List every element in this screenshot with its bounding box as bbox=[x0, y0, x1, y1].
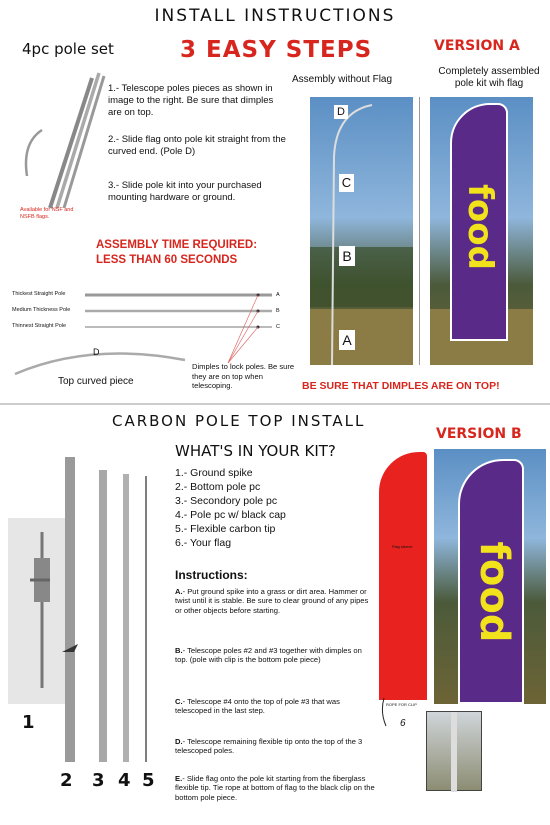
instruction-a: A.- Put ground spike into a grass or dirt area. Hammer or twist until it is stable. Be sure to clear ground of any pipes or other objects before starting. bbox=[175, 587, 369, 615]
kit-item-5: 5.- Flexible carbon tip bbox=[175, 523, 276, 535]
pole-number-3: 3 bbox=[92, 770, 105, 791]
completely-assembled-label: Completely assembled pole kit wih flag bbox=[438, 66, 540, 89]
pole-label-medium: Medium Thickness Pole bbox=[12, 307, 71, 313]
pole-letter-b: B bbox=[276, 308, 280, 314]
flag-word-a: food bbox=[460, 184, 500, 270]
instruction-c: C.- Telescope #4 onto the top of pole #3 that was telescoped in the last step. bbox=[175, 697, 340, 716]
install-instructions-title: INSTALL INSTRUCTIONS bbox=[154, 6, 396, 26]
carbon-pole-title: CARBON POLE TOP INSTALL bbox=[112, 412, 366, 430]
step-2: 2.- Slide flag onto pole kit straight from the curved end. (Pole D) bbox=[108, 134, 286, 157]
version-b-flag-photo bbox=[434, 449, 546, 704]
flag-word-b: food bbox=[471, 541, 517, 643]
kit-heading: WHAT'S IN YOUR KIT? bbox=[175, 442, 336, 460]
red-flag-image bbox=[379, 452, 427, 700]
pole-set-illustration bbox=[12, 58, 112, 218]
assembly-without-flag-label: Assembly without Flag bbox=[292, 74, 393, 85]
pole-letter-c: C bbox=[276, 324, 280, 330]
spike-number: 1 bbox=[22, 712, 35, 733]
step-1: 1.- Telescope poles pieces as shown in image to the right. Be sure that dimples are on top. bbox=[108, 83, 274, 118]
pole-number-4: 4 bbox=[118, 770, 131, 791]
kit-item-6: 6.- Your flag bbox=[175, 537, 232, 549]
photo-letter-d: D bbox=[334, 105, 348, 119]
assembly-time-line2: LESS THAN 60 SECONDS bbox=[96, 254, 238, 266]
version-b-label: VERSION B bbox=[436, 426, 522, 442]
section-divider bbox=[0, 403, 550, 405]
step-3: 3.- Slide pole kit into your purchased mounting hardware or ground. bbox=[108, 180, 262, 203]
flag-number: 6 bbox=[400, 718, 406, 729]
instruction-d: D.- Telescope remaining flexible tip onto the top of the 3 telescoped poles. bbox=[175, 737, 363, 756]
kit-poles-illustration bbox=[48, 452, 168, 770]
kit-item-4: 4.- Pole pc w/ black cap bbox=[175, 509, 286, 521]
kit-item-3: 3.- Secondory pole pc bbox=[175, 495, 278, 507]
photo-letter-b: B bbox=[339, 246, 355, 266]
pole-letter-a: A bbox=[276, 292, 280, 298]
pole-number-5: 5 bbox=[142, 770, 155, 791]
curved-piece-label: Top curved piece bbox=[58, 376, 134, 387]
assembled-photo-with-flag bbox=[430, 97, 533, 365]
pole-number-2: 2 bbox=[60, 770, 73, 791]
pole-clip-inset-photo bbox=[426, 711, 482, 791]
flag-rope bbox=[378, 698, 398, 728]
instruction-e: E.- Slide flag onto the pole kit starting from the fiberglass flexible tip. Tie rope at bottom of flag to the black clip on the bottom pole piece. bbox=[175, 774, 375, 802]
kit-item-1: 1.- Ground spike bbox=[175, 467, 253, 479]
pole-set-label: 4pc pole set bbox=[22, 40, 114, 58]
instruction-b: B.- Telescope poles #2 and #3 together with dimples on top. (pole with clip is the bottom pole piece) bbox=[175, 646, 362, 665]
red-flag-rope-label: ROPE FOR CLIP bbox=[386, 702, 417, 707]
curved-letter-d: D bbox=[93, 347, 100, 357]
photo-letter-c: C bbox=[339, 174, 354, 192]
pole-label-thickest: Thickest Straight Pole bbox=[12, 291, 66, 297]
photo-letter-a: A bbox=[339, 330, 355, 350]
assembly-time-line1: ASSEMBLY TIME REQUIRED: bbox=[96, 239, 258, 251]
pole-label-thinnest: Thinnest Straight Pole bbox=[12, 323, 67, 329]
red-flag-sleeve-label: Flag sleeve bbox=[392, 544, 413, 549]
version-a-label: VERSION A bbox=[434, 38, 520, 54]
dimples-note: Dimples to lock poles. Be sure they are on top when telescoping. bbox=[192, 362, 295, 390]
easy-steps-heading: 3 EASY STEPS bbox=[180, 37, 373, 63]
dimples-warning: BE SURE THAT DIMPLES ARE ON TOP! bbox=[302, 380, 500, 392]
instructions-heading: Instructions: bbox=[175, 568, 248, 582]
available-note: Available for NSF and NSFB flags. bbox=[20, 207, 74, 220]
assembly-photo-no-flag bbox=[310, 97, 413, 365]
divider-line bbox=[419, 97, 420, 365]
kit-item-2: 2.- Bottom pole pc bbox=[175, 481, 261, 493]
